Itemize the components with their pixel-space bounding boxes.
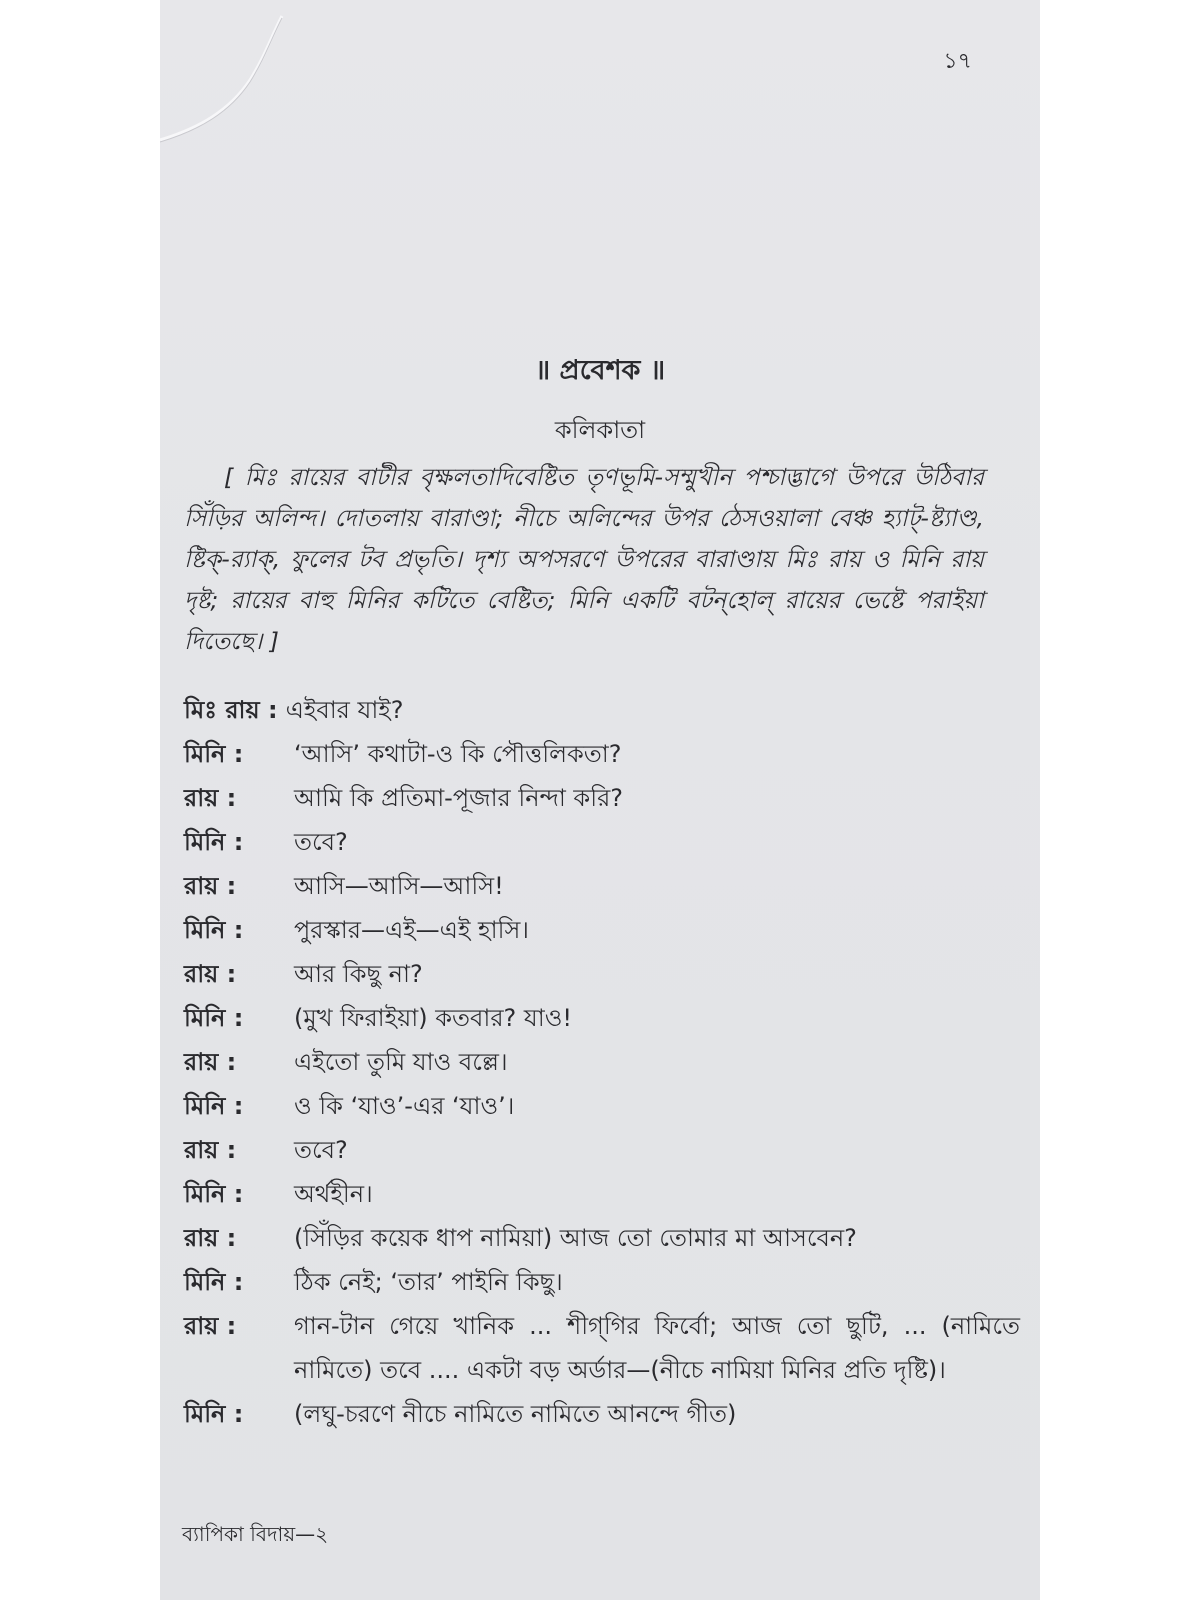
dialogue-line: [184, 1172, 1020, 1216]
dialogue-line: [184, 1392, 1020, 1436]
speaker-name: রায় :: [184, 872, 237, 900]
speech-text: ‘আসি’ কথাটা-ও কি পৌত্তলিকতা?: [294, 740, 622, 768]
speaker-name: মিনি :: [184, 916, 244, 944]
dialogue-line: [184, 1128, 1020, 1172]
scene-place: কলিকাতা: [554, 416, 646, 444]
speaker-name: মিনি :: [184, 1092, 244, 1120]
dialogue: [184, 688, 1020, 1436]
speech-text: ঠিক নেই; ‘তার’ পাইনি কিছু।: [294, 1268, 563, 1296]
speaker-name: রায় :: [184, 784, 237, 812]
speaker-name: মিনি :: [184, 740, 244, 768]
dialogue-line: [184, 820, 1020, 864]
speech-text: পুরস্কার—এই—এই হাসি।: [294, 916, 529, 944]
dialogue-line: [184, 908, 1020, 952]
book-page: [160, 0, 1040, 1600]
speaker-name: রায় :: [184, 1224, 237, 1252]
dialogue-line: [184, 1216, 1020, 1260]
speech-text: এইবার যাই?: [285, 696, 404, 724]
page-number: ১৭: [943, 49, 972, 74]
dialogue-line: [184, 1260, 1020, 1304]
dialogue-line: [184, 776, 1020, 820]
speech-text: আমি কি প্রতিমা-পূজার নিন্দা করি?: [294, 784, 624, 812]
dialogue-line: [184, 996, 1020, 1040]
speech-text: (লঘু-চরণে নীচে নামিতে নামিতে আনন্দে গীত): [294, 1400, 737, 1428]
speech-text: তবে?: [294, 828, 348, 856]
speaker-name: মিঃ রায় :: [184, 696, 278, 724]
speech-text: (মুখ ফিরাইয়া) কতবার? যাও!: [294, 1004, 572, 1032]
stage-direction: [ মিঃ রায়ের বাটীর বৃক্ষলতাদিবেষ্টিত তৃণভূমি-সম্মুখীন পশ্চাদ্ভাগে উপরে উঠিবার সিঁড়ির অলিন্দ। দোতলায় বারাণ্ডা; নীচে অলিন্দের উপর ঠেসওয়ালা বেঞ্চ হ্যাট্-ষ্ট্যাণ্ড, ষ্টিক্-র‍্যাক্, ফুলের টব প্রভৃতি। দৃশ্য অপসরণে উপরের বারাণ্ডায় মিঃ রায় ও মিনি রায় দৃষ্ট; রায়ের বাহু মিনির কটিতে বেষ্টিত; মিনি একটি বটন্‌হোল্ রায়ের ভেষ্টে পরাইয়া দিতেছে। ]: [184, 463, 984, 655]
scene-heading: ॥ প্রবেশক ॥: [534, 355, 666, 386]
speech-text: এইতো তুমি যাও বল্লে।: [294, 1048, 508, 1076]
speech-text: আসি—আসি—আসি!: [294, 872, 504, 900]
speech-text: আর কিছু না?: [294, 960, 423, 988]
speaker-name: রায় :: [184, 960, 237, 988]
speech-text: ও কি ‘যাও’-এর ‘যাও’।: [294, 1092, 515, 1120]
speaker-name: মিনি :: [184, 1400, 244, 1428]
speech-text: অর্থহীন।: [294, 1180, 373, 1208]
page-footer: ব্যাপিকা বিদায়—২: [182, 1522, 329, 1546]
speaker-name: রায় :: [184, 1048, 237, 1076]
speaker-name: মিনি :: [184, 1180, 244, 1208]
speaker-name: রায় :: [184, 1312, 237, 1340]
speaker-name: মিনি :: [184, 1268, 244, 1296]
dialogue-line: [184, 732, 1020, 776]
dialogue-line: [184, 952, 1020, 996]
speech-text: গান-টান গেয়ে খানিক ... শীগ্‌গির ফির্বো; আজ তো ছুটি, ... (নামিতে নামিতে) তবে .... একটা বড় অর্ডার—(নীচে নামিয়া মিনির প্রতি দৃষ্টি)।: [294, 1312, 1020, 1384]
speaker-name: রায় :: [184, 1136, 237, 1164]
dialogue-line: [184, 1040, 1020, 1084]
speaker-name: মিনি :: [184, 828, 244, 856]
dialogue-line: [184, 688, 1020, 732]
dialogue-line: [184, 1084, 1020, 1128]
speaker-name: মিনি :: [184, 1004, 244, 1032]
dialogue-line: [184, 1304, 1020, 1392]
speech-text: (সিঁড়ির কয়েক ধাপ নামিয়া) আজ তো তোমার মা আসবেন?: [294, 1224, 857, 1252]
speech-text: তবে?: [294, 1136, 348, 1164]
page-fold-crease: [160, 0, 300, 160]
dialogue-line: [184, 864, 1020, 908]
